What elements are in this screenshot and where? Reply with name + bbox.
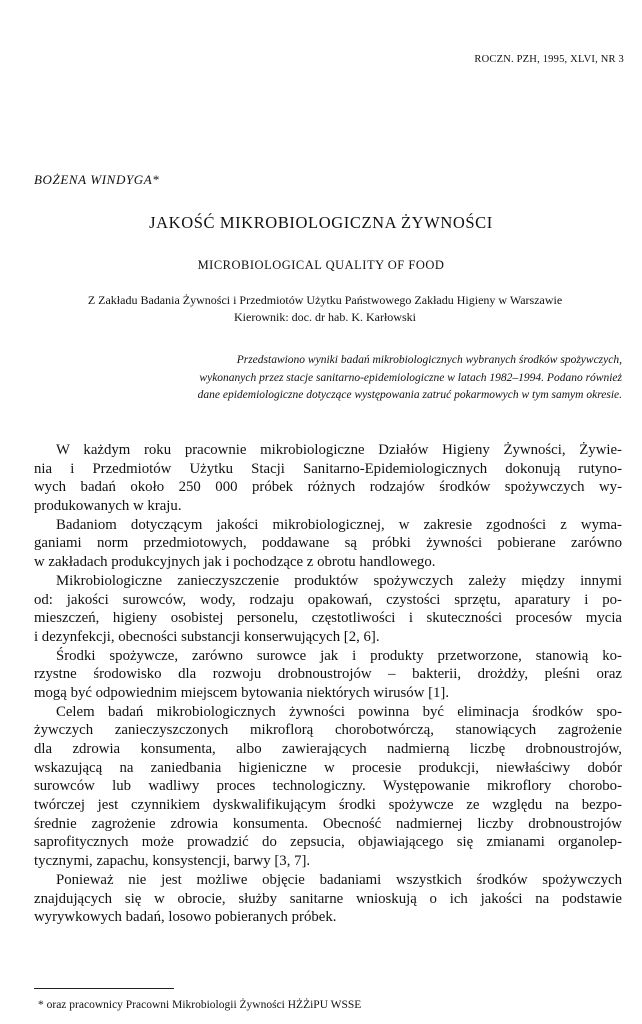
body-text <box>34 441 622 927</box>
body-line: Badaniom dotyczącym jakości mikrobiologicznej, w zakresie zgodności z wyma- <box>56 516 622 533</box>
body-line: w zakładach produkcyjnych jak i pochodzące z obrotu handlowego. <box>34 554 436 571</box>
article-subtitle-english: MICROBIOLOGICAL QUALITY OF FOOD <box>197 258 445 272</box>
abstract-line: dane epidemiologiczne dotyczące występowania zatruć pokarmowych w tym samym okresie. <box>197 389 622 401</box>
body-line: mogą być odpowiednim miejscem bytowania niektórych wirusów [1]. <box>34 684 450 701</box>
body-line: twórczej jest czynnikiem dyskwalifikującym środki spożywcze ze względu na bezpo- <box>34 797 622 814</box>
body-line: saprofitycznych może prowadzić do zepsucia, objawiającego się zmianami organolep- <box>34 834 622 851</box>
body-line: od: jakości surowców, wody, rodzaju opakowań, czystości sprzętu, aparatury i po- <box>34 591 622 608</box>
footnote: * oraz pracownicy Pracowni Mikrobiologii Żywności HŻŻiPU WSSE <box>38 999 362 1011</box>
affiliation-institution: Z Zakładu Badania Żywności i Przedmiotów Użytku Państwowego Zakładu Higieny w Warszawie <box>87 293 563 307</box>
body-line: wskazującą na zaniedbania higieniczne w procesie produkcji, niewłaściwy dobór <box>34 759 622 776</box>
article-title: JAKOŚĆ MIKROBIOLOGICZNA ŻYWNOŚCI <box>149 213 493 232</box>
body-line: znajdujących się w obrocie, służby sanitarne wnioskują o ich jakości na podstawie <box>34 890 622 907</box>
body-line: Ponieważ nie jest możliwe objęcie badaniami wszystkich środków spożywczych <box>56 871 622 888</box>
body-line: dla zdrowia konsumenta, albo zawierających nadmierną liczbę drobnoustrojów, <box>34 741 622 757</box>
body-line: nia i Przedmiotów Użytku Stacji Sanitarno-Epidemiologicznych dokonują rutyno- <box>34 460 622 477</box>
abstract <box>110 352 622 405</box>
body-line: Mikrobiologiczne zanieczyszczenie produktów spożywczych zależy między innymi <box>56 572 622 589</box>
body-line: wych badań około 250 000 próbek różnych rodzajów środków spożywczych wy- <box>34 479 622 496</box>
affiliation-block <box>30 292 620 326</box>
body-line: żywczych zanieczyszczonych mikroflorą chorobotwórczą, stanowiących zagrożenie <box>34 722 622 739</box>
body-line: produkowanych w kraju. <box>34 498 182 515</box>
body-line: wyrywkowych badań, losowo pobieranych próbek. <box>34 909 337 926</box>
body-line: W każdym roku pracownie mikrobiologiczne Działów Higieny Żywności, Żywie- <box>56 442 622 458</box>
body-line: tycznymi, zapachu, konsystencji, barwy [3, 7]. <box>34 853 311 870</box>
journal-citation: ROCZN. PZH, 1995, XLVI, NR 3 <box>474 54 624 65</box>
abstract-line: Przedstawiono wyniki badań mikrobiologicznych wybranych środków spożywczych, <box>236 354 622 366</box>
body-line: Celem badań mikrobiologicznych żywności powinna być eliminacja środków spo- <box>56 703 622 720</box>
body-line: i dezynfekcji, obecności substancji konserwujących [2, 6]. <box>34 628 380 645</box>
body-line: Środki spożywcze, zarówno surowce jak i produkty przetworzone, stanowią ko- <box>56 647 622 664</box>
abstract-line: wykonanych przez stacje sanitarno-epidemiologiczne w latach 1982–1994. Podano również <box>199 371 622 384</box>
body-line: surowców lub wadliwy proces technologiczny. Występowanie mikroflory chorobo- <box>34 778 622 795</box>
author-name: BOŻENA WINDYGA* <box>34 172 160 187</box>
footnote-divider <box>34 988 174 989</box>
body-line: rzystne środowisko dla rozwoju drobnoustrojów – bakterii, drożdży, pleśni oraz <box>34 666 622 683</box>
body-line: średnie zagrożenie zdrowia konsumenta. Obecność nadmiernej liczby drobnoustrojów <box>34 815 622 832</box>
body-line: ganiami norm przedmiotowych, poddawane są próbki żywności pobierane zarówno <box>34 535 622 552</box>
affiliation-head: Kierownik: doc. dr hab. K. Karłowski <box>234 310 416 324</box>
body-line: mieszczeń, higieny osobistej personelu, częstotliwości i skuteczności procesów mycia <box>34 610 622 627</box>
